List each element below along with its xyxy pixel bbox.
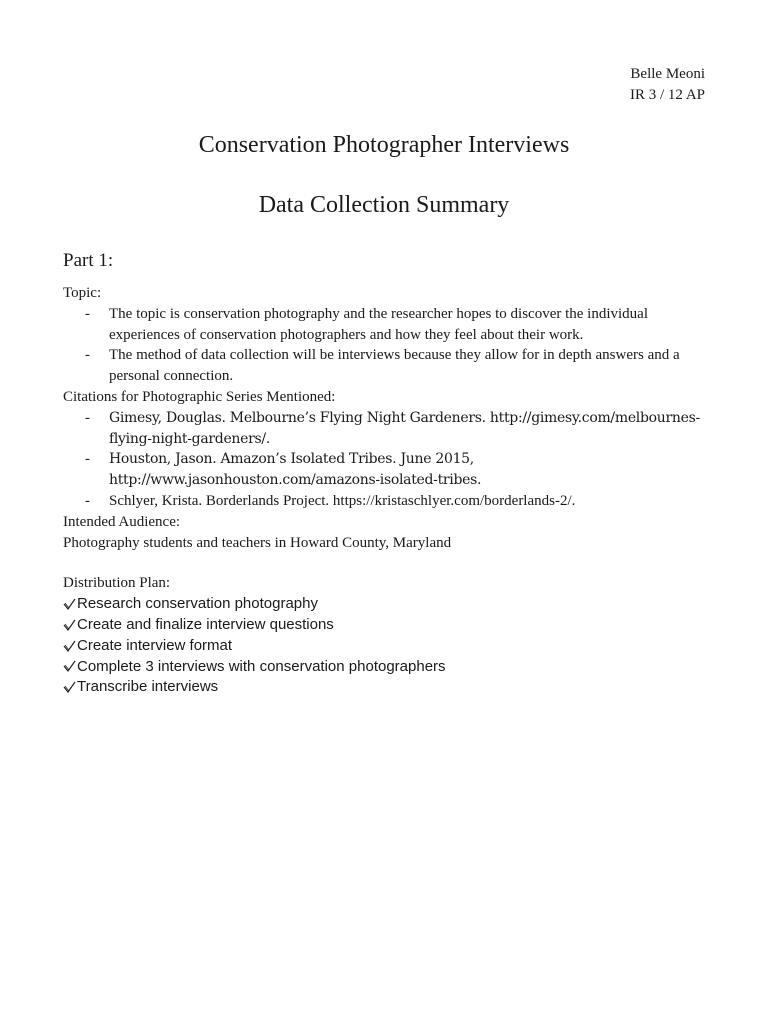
checklist-item — [63, 677, 703, 698]
checklist-item — [63, 636, 703, 657]
course-label: IR 3 / 12 AP — [629, 87, 705, 103]
checklist-item-text: Create interview format — [77, 636, 233, 654]
checklist-item-text: Transcribe interviews — [77, 678, 219, 696]
author-name: Belle Meoni — [630, 66, 705, 82]
topic-label: Topic: — [63, 285, 102, 301]
checkmark-icon — [63, 640, 76, 653]
dash-bullet: - — [85, 347, 90, 364]
checklist-item-text: Create and finalize interview questions — [77, 615, 334, 633]
checkmark-icon — [63, 619, 76, 632]
citations-list — [63, 408, 703, 512]
audience-label: Intended Audience: — [63, 513, 181, 530]
citation-text: Houston, Jason. Amazon’s Isolated Tribes. June 2015, http://www.jasonhouston.com/amazons-isolated-tribes. — [109, 451, 482, 489]
page-subtitle: Data Collection Summary — [258, 192, 510, 218]
checkmark-icon — [63, 681, 76, 694]
topic-item-text: The topic is conservation photography and the researcher hopes to discover the individual experiences of conservation photographers and how they feel about their work. — [109, 305, 649, 343]
page-title: Conservation Photographer Interviews — [198, 132, 570, 158]
distribution-checklist — [63, 594, 703, 698]
checkmark-icon — [63, 660, 76, 673]
topic-item-text: The method of data collection will be interviews because they allow for in depth answers and a personal connection. — [109, 347, 680, 385]
list-item — [63, 449, 703, 491]
topic-list — [63, 304, 703, 387]
header-block — [630, 64, 705, 106]
citation-text: Schlyer, Krista. Borderlands Project. https://kristaschlyer.com/borderlands-2/. — [109, 492, 576, 509]
list-item — [63, 408, 703, 450]
dash-bullet: - — [85, 305, 90, 322]
checklist-item — [63, 657, 703, 678]
checkmark-icon — [63, 598, 76, 611]
checklist-item-text: Research conservation photography — [77, 595, 318, 613]
checklist-item — [63, 594, 703, 615]
part-heading: Part 1: — [63, 250, 114, 271]
checklist-item — [63, 615, 703, 636]
list-item — [63, 491, 703, 512]
citation-text: Gimesy, Douglas. Melbourne’s Flying Night Gardeners. http://gimesy.com/melbournes-flying-night-gardeners/. — [109, 409, 700, 447]
audience-value: Photography students and teachers in Howard County, Maryland — [63, 534, 452, 551]
spacer — [63, 553, 703, 573]
distribution-label: Distribution Plan: — [63, 575, 171, 592]
list-item — [63, 345, 703, 387]
dash-bullet: - — [85, 409, 90, 426]
checklist-item-text: Complete 3 interviews with conservation photographers — [77, 657, 446, 675]
citations-label: Citations for Photographic Series Mentioned: — [63, 388, 336, 405]
document-body — [63, 283, 703, 698]
list-item — [63, 304, 703, 346]
dash-bullet: - — [85, 492, 90, 509]
dash-bullet: - — [85, 451, 90, 468]
